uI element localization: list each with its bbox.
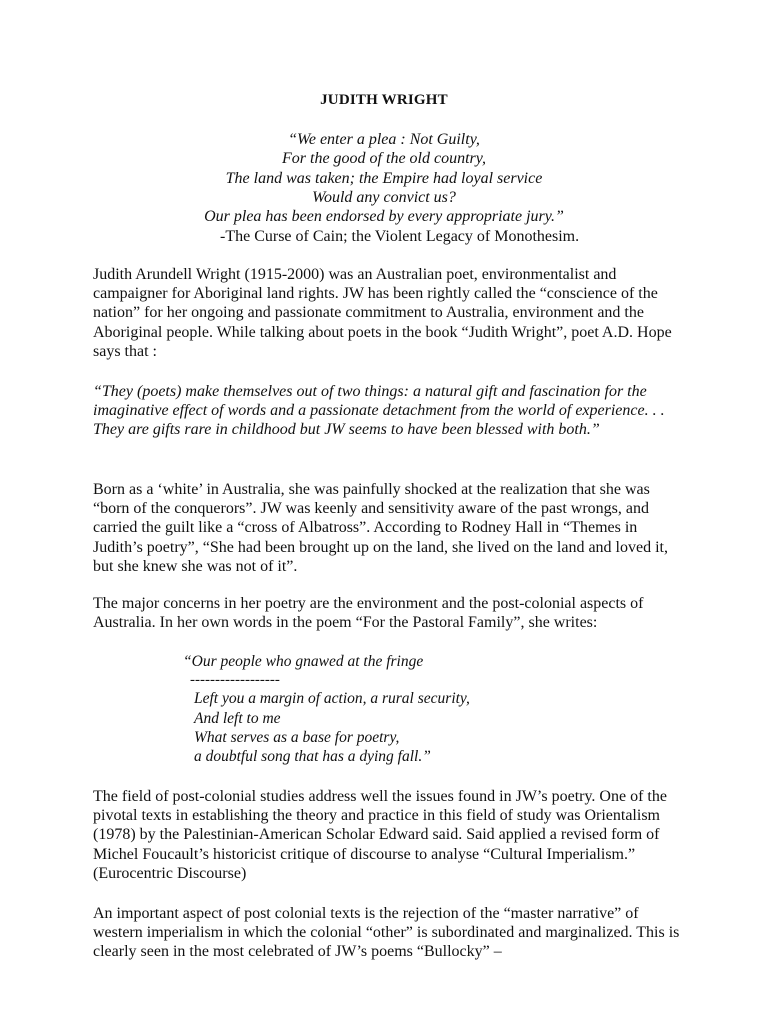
epigraph-line: The land was taken; the Empire had loyal service — [225, 170, 543, 187]
poem-line: a doubtful song that has a dying fall.” — [194, 748, 431, 765]
epigraph-line: For the good of the old country, — [282, 150, 486, 167]
paragraph-postcolonial: The field of post-colonial studies address well the issues found in JW’s poetry. One of the pivotal texts in establishing the theory and practice in this field of study was Orientalism (1978) by the Palestinian-American Scholar Edward said. Said applied a revised form of Michel Foucault’s historicist critique of discourse to analyse “Cultural Imperialism.” (Eurocentric Discourse) — [93, 788, 667, 882]
epigraph-line: Would any convict us? — [312, 189, 456, 206]
poem-divider: ------------------ — [190, 672, 280, 688]
epigraph-line: “We enter a plea : Not Guilty, — [288, 131, 480, 148]
paragraph-born: Born as a ‘white’ in Australia, she was painfully shocked at the realization that she was “born of the conquerors”. JW was keenly and sensitivity aware of the past wrongs, and carried the guilt like a “cross of Albatross”. According to Rodney Hall in “Themes in Judith’s poetry”, “She had been brought up on the land, she lived on the land and loved it, but she knew she was not of it”. — [93, 481, 668, 575]
paragraph-intro: Judith Arundell Wright (1915-2000) was an Australian poet, environmentalist and campaigner for Aboriginal land rights. JW has been rightly called the “conscience of the nation” for her ongoing and passionate commitment to Australia, environment and the Aboriginal people. While talking about poets in the book “Judith Wright”, poet A.D. Hope says that : — [93, 266, 672, 360]
poem-line: Left you a margin of action, a rural security, — [194, 690, 470, 707]
page-title: JUDITH WRIGHT — [320, 92, 448, 108]
epigraph-line: Our plea has been endorsed by every appropriate jury.” — [204, 208, 564, 225]
paragraph-concerns: The major concerns in her poetry are the environment and the post-colonial aspects of Australia. In her own words in the poem “For the Pastoral Family”, she writes: — [93, 595, 644, 632]
epigraph-source: -The Curse of Cain; the Violent Legacy of Monothesim. — [220, 228, 580, 245]
poem-line: “Our people who gnawed at the fringe — [183, 653, 424, 670]
paragraph-master-narrative: An important aspect of post colonial texts is the rejection of the “master narrative” of western imperialism in which the colonial “other” is subordinated and marginalized. This is clearly seen in the most celebrated of JW’s poems “Bullocky” – — [93, 905, 680, 961]
poem-line: And left to me — [194, 710, 281, 727]
poem-line: What serves as a base for poetry, — [194, 729, 400, 746]
paragraph-quote-hope: “They (poets) make themselves out of two things: a natural gift and fascination for the imaginative effect of words and a passionate detachment from the world of experience. . . They are gifts rare in childhood but JW seems to have been blessed with both.” — [93, 383, 665, 439]
